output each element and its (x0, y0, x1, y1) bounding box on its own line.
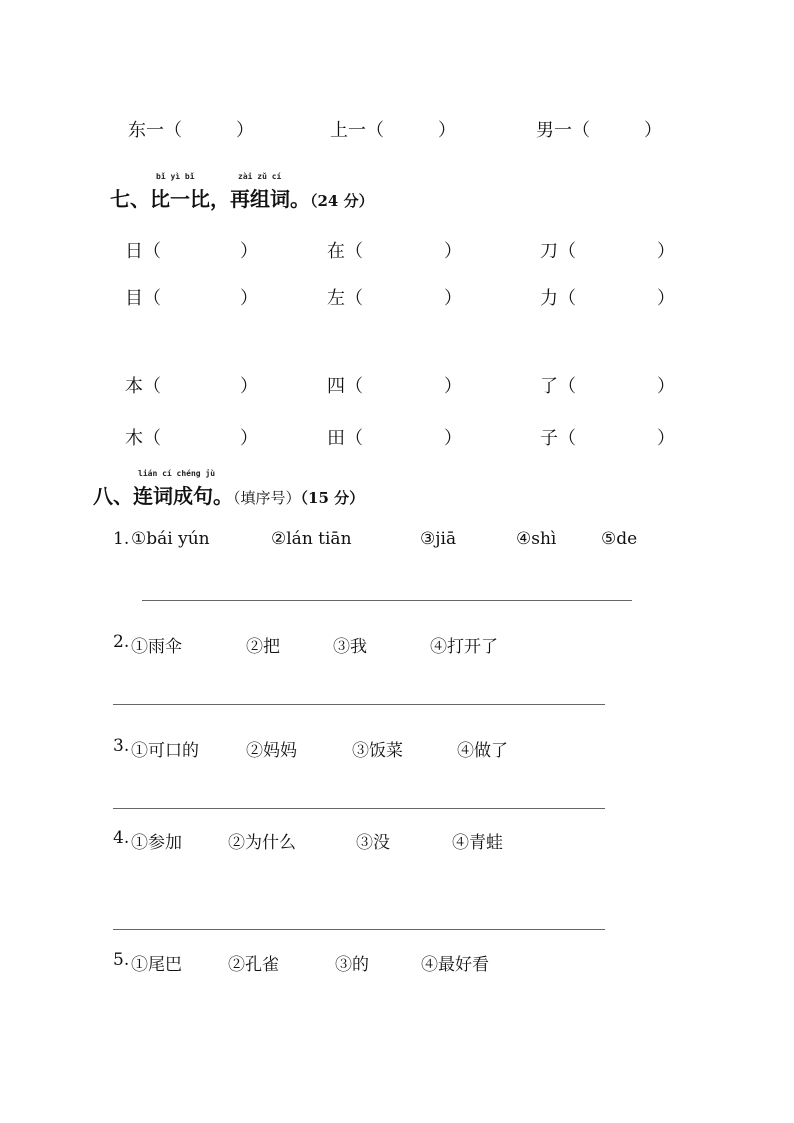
word-cell: 木（ (125, 428, 161, 449)
top-row-item-1: 东一（ ） (128, 120, 254, 141)
q1-answer-line[interactable] (142, 600, 632, 601)
section8-score: （15 分） (300, 489, 365, 507)
word-cell-close: ） (240, 428, 258, 449)
word-cell-close: ） (240, 288, 258, 309)
q4-option: ①参加 (131, 833, 182, 853)
q3-answer-line[interactable] (113, 808, 605, 809)
section7-score: （24 分） (310, 192, 374, 210)
word-cell-close: ） (444, 428, 462, 449)
section7-pinyin-1: bǐ yì bǐ (156, 172, 195, 181)
word-cell: 田（ (327, 428, 363, 449)
section8-pinyin: lián cí chéng jù (138, 469, 216, 478)
word-cell-close: ） (657, 241, 675, 262)
q5-option: ①尾巴 (131, 955, 182, 975)
section7-pinyin-2: zài zǔ cí (238, 172, 282, 181)
q2-answer-line[interactable] (113, 704, 605, 705)
word-cell: 在（ (327, 241, 363, 262)
section8-note: （填序号） (233, 489, 301, 507)
word-cell-close: ） (657, 376, 675, 397)
q1-number: 1. (113, 529, 130, 549)
q2-option: ①雨伞 (131, 637, 182, 657)
word-cell: 本（ (125, 376, 161, 397)
word-cell: 了（ (540, 376, 576, 397)
q1-option: ⑤de (601, 529, 638, 549)
q3-option: ②妈妈 (246, 741, 297, 761)
q4-option: ④青蛙 (452, 833, 503, 853)
section8-title: 八、连词成句。 (93, 484, 233, 508)
q4-number: 4. (113, 828, 130, 848)
section8-heading (93, 480, 364, 509)
q4-answer-line[interactable] (113, 929, 605, 930)
word-cell: 刀（ (540, 241, 576, 262)
q5-option: ④最好看 (421, 955, 489, 975)
q5-option: ②孔雀 (228, 955, 279, 975)
top-row-item-3: 男一（ ） (536, 120, 662, 141)
q4-option: ②为什么 (228, 833, 296, 853)
q5-number: 5. (113, 950, 130, 970)
word-cell: 四（ (327, 376, 363, 397)
q3-option: ①可口的 (131, 741, 199, 761)
q1-option: ②lán tiān (271, 529, 352, 549)
word-cell: 力（ (540, 288, 576, 309)
word-cell: 目（ (125, 288, 161, 309)
word-cell-close: ） (444, 288, 462, 309)
q2-option: ④打开了 (430, 637, 498, 657)
section7-heading (110, 183, 374, 212)
q2-option: ③我 (333, 637, 367, 657)
q2-option: ②把 (246, 637, 280, 657)
q2-number: 2. (113, 632, 130, 652)
q3-number: 3. (113, 736, 130, 756)
word-cell: 日（ (125, 241, 161, 262)
q4-option: ③没 (356, 833, 390, 853)
q1-option: ①bái yún (131, 529, 210, 549)
q5-option: ③的 (335, 955, 369, 975)
word-cell-close: ） (444, 376, 462, 397)
word-cell-close: ） (657, 428, 675, 449)
word-cell-close: ） (444, 241, 462, 262)
q1-option: ③jiā (420, 529, 457, 549)
word-cell: 子（ (540, 428, 576, 449)
q3-option: ③饭菜 (352, 741, 403, 761)
word-cell: 左（ (327, 288, 363, 309)
q3-option: ④做了 (457, 741, 508, 761)
section7-title: 七、比一比，再组词。 (110, 187, 310, 211)
word-cell-close: ） (240, 241, 258, 262)
q1-option: ④shì (516, 529, 557, 549)
word-cell-close: ） (240, 376, 258, 397)
word-cell-close: ） (657, 288, 675, 309)
top-row-item-2: 上一（ ） (330, 120, 456, 141)
